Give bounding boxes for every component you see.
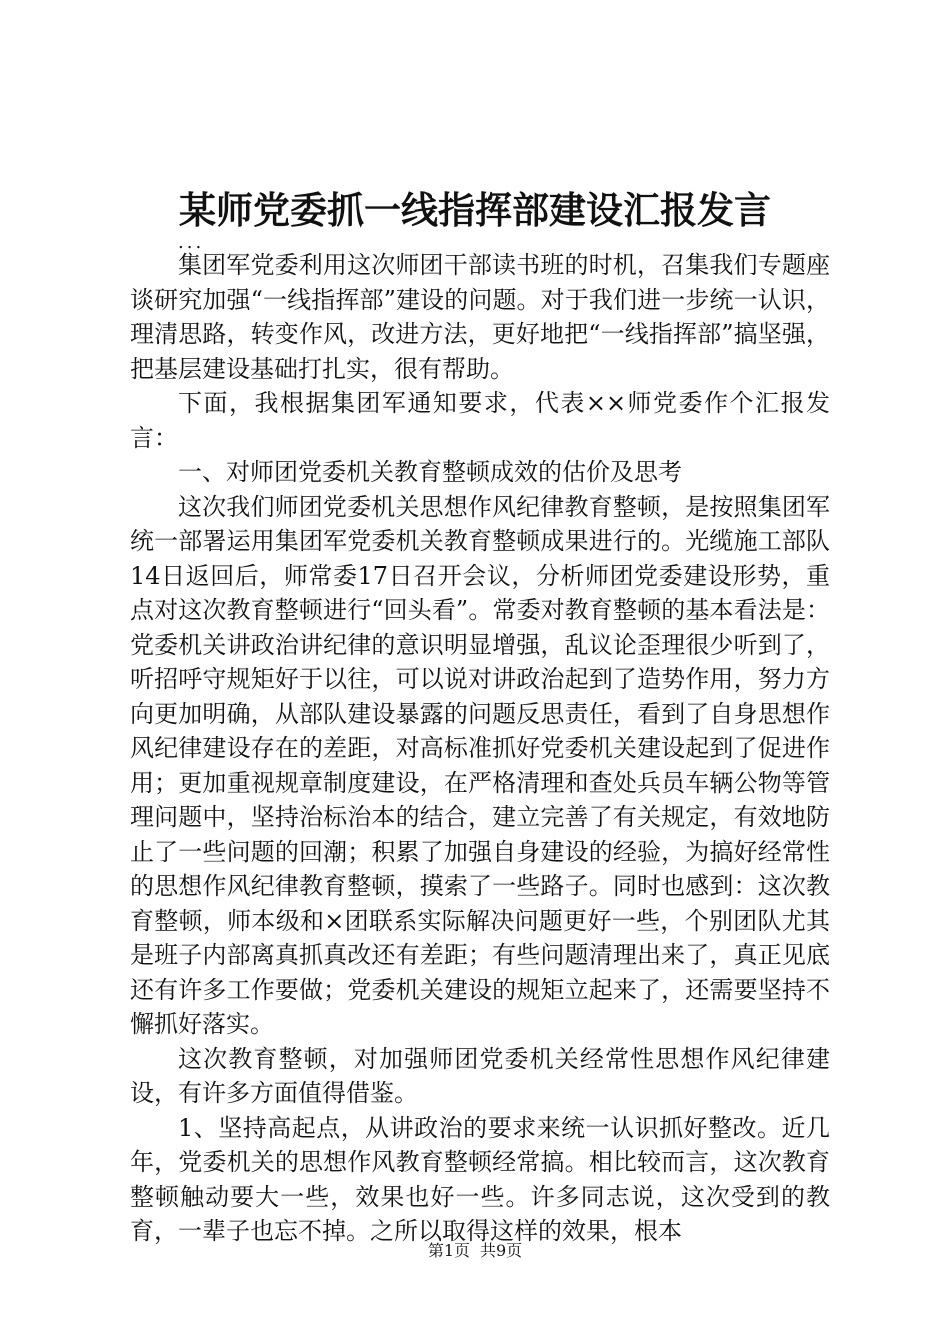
document-title: 某师党委抓一线指挥部建设汇报发言 — [179, 188, 771, 232]
paragraph-lessons: 这次教育整顿，对加强师团党委机关经常性思想作风纪律建设，有许多方面值得借鉴。 — [130, 1044, 830, 1107]
paragraph-point-1: 1、坚持高起点，从讲政治的要求来统一认识抓好整改。近几年，党委机关的思想作风教育整顿经常搞。相比较而言，这次教育整顿触动要大一些，效果也好一些。许多同志说，这次受到的教育，一辈子也忘不掉。之所以取得这样的效果，根本 — [130, 1113, 830, 1245]
page-number: 第1页 — [427, 1241, 470, 1260]
paragraph-assessment: 这次我们师团党委机关思想作风纪律教育整顿，是按照集团军统一部署运用集团军党委机关教育整顿成果进行的。光缆施工部队14日返回后，师常委17日召开会议，分析师团党委建设形势，重点对这次教育整顿进行“回头看”。常委对教育整顿的基本看法是：党委机关讲政治讲纪律的意识明显增强，乱议论歪理很少听到了，听招呼守规矩好于以往，可以说对讲政治起到了造势作用，努力方向更加明确，从部队建设暴露的问题反思责任，看到了自身思想作风纪律建设存在的差距，对高标准抓好党委机关建设起到了促进作用；更加重视规章制度建设，在严格清理和查处兵员车辆公物等管理问题中，坚持治标治本的结合，建立完善了有关规定，有效地防止了一些问题的回潮；积累了加强自身建设的经验，为搞好经常性的思想作风纪律教育整顿，摸索了一些路子。同时也感到：这次教育整顿，师本级和×团联系实际解决问题更好一些，个别团队尤其是班子内部离真抓真改还有差距；有些问题清理出来了，真正见底还有许多工作要做；党委机关建设的规矩立起来了，还需要坚持不懈抓好落实。 — [130, 492, 830, 1038]
paragraph-preface: 下面，我根据集团军通知要求，代表××师党委作个汇报发言： — [130, 389, 830, 452]
section-heading-1: 一、对师团党委机关教育整顿成效的估价及思考 — [178, 458, 682, 486]
page-total: 共9页 — [480, 1241, 523, 1260]
ellipsis-mark: ... — [178, 232, 205, 253]
page-footer — [0, 1240, 950, 1262]
document-body — [130, 248, 830, 1249]
paragraph-intro: 集团军党委利用这次师团干部读书班的时机，召集我们专题座谈研究加强“一线指挥部”建设的问题。对于我们进一步统一认识，理清思路，转变作风，改进方法，更好地把“一线指挥部”搞坚强，把基层建设基础打扎实，很有帮助。 — [130, 251, 830, 383]
